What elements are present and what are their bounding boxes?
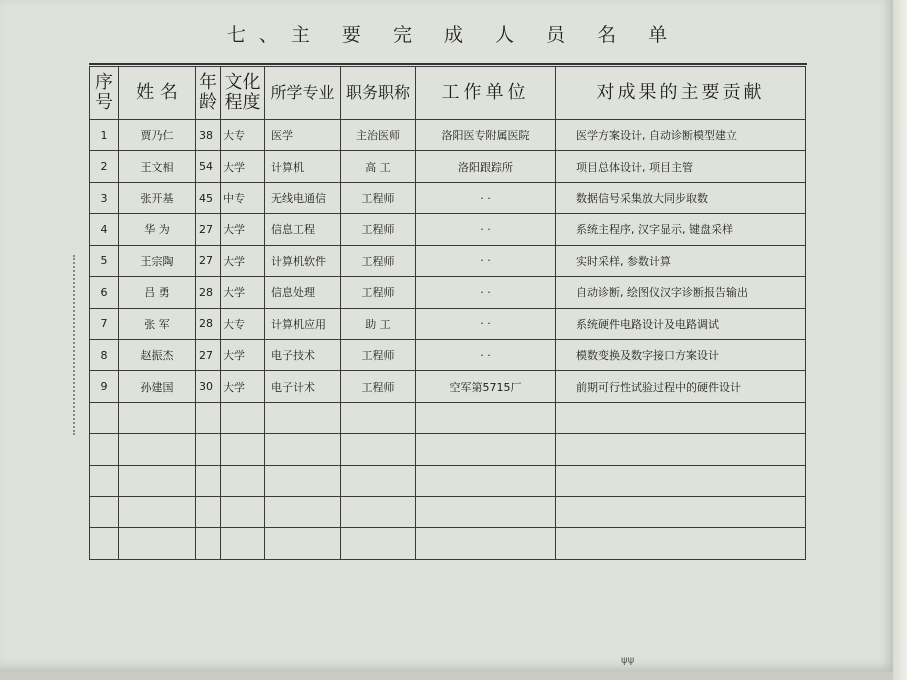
empty-cell (90, 434, 119, 465)
person-unit: 洛阳医专附属医院 (416, 120, 556, 151)
empty-table-row (90, 402, 806, 433)
person-major: 电子技术 (265, 339, 341, 370)
person-major: 医学 (265, 120, 341, 151)
person-unit: · · (416, 277, 556, 308)
empty-table-row (90, 497, 806, 528)
empty-cell (556, 497, 806, 528)
person-position: 工程师 (341, 214, 416, 245)
person-education: 大学 (221, 371, 265, 402)
person-education: 大专 (221, 120, 265, 151)
empty-cell (221, 434, 265, 465)
person-unit: · · (416, 339, 556, 370)
person-age: 38 (196, 120, 221, 151)
person-contribution: 前期可行性试验过程中的硬件设计 (556, 371, 806, 402)
empty-cell (341, 528, 416, 560)
person-unit: · · (416, 214, 556, 245)
person-age: 28 (196, 277, 221, 308)
paper-edge (893, 0, 907, 680)
empty-cell (90, 528, 119, 560)
header-no: 序号 (90, 67, 119, 120)
person-contribution: 数据信号采集放大同步取数 (556, 182, 806, 213)
person-major: 电子计术 (265, 371, 341, 402)
table-row (90, 182, 806, 213)
row-number: 7 (90, 308, 119, 339)
empty-cell (556, 528, 806, 560)
empty-cell (196, 402, 221, 433)
person-contribution: 自动诊断, 绘图仪汉字诊断报告输出 (556, 277, 806, 308)
person-age: 27 (196, 245, 221, 276)
person-unit: · · (416, 308, 556, 339)
empty-cell (265, 528, 341, 560)
person-contribution: 医学方案设计, 自动诊断模型建立 (556, 120, 806, 151)
person-unit: 洛阳跟踪所 (416, 151, 556, 182)
person-major: 计算机软件 (265, 245, 341, 276)
person-major: 计算机应用 (265, 308, 341, 339)
header-contribution: 对成果的主要贡献 (556, 67, 806, 120)
person-position: 工程师 (341, 339, 416, 370)
person-education: 大专 (221, 308, 265, 339)
person-name: 贾乃仁 (119, 120, 196, 151)
empty-cell (416, 497, 556, 528)
person-age: 54 (196, 151, 221, 182)
table-row (90, 214, 806, 245)
person-name: 赵振杰 (119, 339, 196, 370)
header-age: 年龄 (196, 67, 221, 120)
empty-table-row (90, 434, 806, 465)
row-number: 2 (90, 151, 119, 182)
empty-cell (196, 528, 221, 560)
row-number: 1 (90, 120, 119, 151)
person-age: 45 (196, 182, 221, 213)
person-name: 华 为 (119, 214, 196, 245)
table-header-row (90, 67, 806, 120)
person-education: 大学 (221, 277, 265, 308)
empty-cell (341, 465, 416, 496)
empty-cell (221, 497, 265, 528)
person-position: 工程师 (341, 182, 416, 213)
person-age: 27 (196, 339, 221, 370)
empty-cell (119, 528, 196, 560)
row-number: 8 (90, 339, 119, 370)
person-education: 中专 (221, 182, 265, 213)
empty-cell (265, 434, 341, 465)
table-row (90, 339, 806, 370)
person-name: 张开基 (119, 182, 196, 213)
empty-table-row (90, 528, 806, 560)
person-contribution: 项目总体设计, 项目主管 (556, 151, 806, 182)
person-position: 工程师 (341, 277, 416, 308)
person-name: 吕 勇 (119, 277, 196, 308)
empty-cell (265, 465, 341, 496)
person-major: 信息工程 (265, 214, 341, 245)
empty-cell (556, 465, 806, 496)
margin-mark (73, 255, 81, 435)
person-position: 助 工 (341, 308, 416, 339)
row-number: 9 (90, 371, 119, 402)
person-age: 30 (196, 371, 221, 402)
person-major: 信息处理 (265, 277, 341, 308)
person-age: 28 (196, 308, 221, 339)
person-unit: 空军第5715厂 (416, 371, 556, 402)
empty-cell (196, 434, 221, 465)
row-number: 3 (90, 182, 119, 213)
person-unit: · · (416, 182, 556, 213)
person-position: 工程师 (341, 245, 416, 276)
person-age: 27 (196, 214, 221, 245)
person-major: 计算机 (265, 151, 341, 182)
table-row (90, 308, 806, 339)
person-unit: · · (416, 245, 556, 276)
row-number: 6 (90, 277, 119, 308)
empty-cell (265, 402, 341, 433)
personnel-table (89, 66, 806, 560)
person-education: 大学 (221, 339, 265, 370)
empty-cell (221, 402, 265, 433)
row-number: 4 (90, 214, 119, 245)
empty-cell (196, 465, 221, 496)
person-name: 孙建国 (119, 371, 196, 402)
empty-cell (341, 497, 416, 528)
table-row (90, 120, 806, 151)
person-major: 无线电通信 (265, 182, 341, 213)
person-contribution: 系统硬件电路设计及电路调试 (556, 308, 806, 339)
table-row (90, 371, 806, 402)
person-position: 高 工 (341, 151, 416, 182)
person-education: 大学 (221, 151, 265, 182)
empty-cell (221, 528, 265, 560)
header-education: 文化程度 (221, 67, 265, 120)
person-name: 王文相 (119, 151, 196, 182)
table-top-rule (89, 63, 807, 65)
empty-cell (90, 465, 119, 496)
empty-cell (90, 497, 119, 528)
page-title: 七、主 要 完 成 人 员 名 单 (226, 24, 681, 46)
person-education: 大学 (221, 214, 265, 245)
table-row (90, 277, 806, 308)
empty-cell (416, 402, 556, 433)
empty-cell (265, 497, 341, 528)
footer-mark: ψψ (621, 655, 635, 666)
empty-cell (556, 434, 806, 465)
header-major: 所学专业 (265, 67, 341, 120)
person-contribution: 模数变换及数字接口方案设计 (556, 339, 806, 370)
person-name: 王宗陶 (119, 245, 196, 276)
table-row (90, 151, 806, 182)
table-row (90, 245, 806, 276)
person-education: 大学 (221, 245, 265, 276)
empty-cell (341, 402, 416, 433)
empty-cell (556, 402, 806, 433)
empty-cell (119, 434, 196, 465)
person-position: 主治医师 (341, 120, 416, 151)
header-name: 姓 名 (119, 67, 196, 120)
empty-cell (119, 402, 196, 433)
empty-cell (119, 465, 196, 496)
empty-cell (341, 434, 416, 465)
header-position: 职务职称 (341, 67, 416, 120)
empty-cell (221, 465, 265, 496)
empty-cell (416, 528, 556, 560)
empty-cell (196, 497, 221, 528)
person-name: 张 军 (119, 308, 196, 339)
empty-cell (416, 465, 556, 496)
person-contribution: 实时采样, 参数计算 (556, 245, 806, 276)
empty-cell (90, 402, 119, 433)
empty-cell (119, 497, 196, 528)
empty-cell (416, 434, 556, 465)
row-number: 5 (90, 245, 119, 276)
empty-table-row (90, 465, 806, 496)
header-unit: 工作单位 (416, 67, 556, 120)
person-position: 工程师 (341, 371, 416, 402)
person-contribution: 系统主程序, 汉字显示, 键盘采样 (556, 214, 806, 245)
